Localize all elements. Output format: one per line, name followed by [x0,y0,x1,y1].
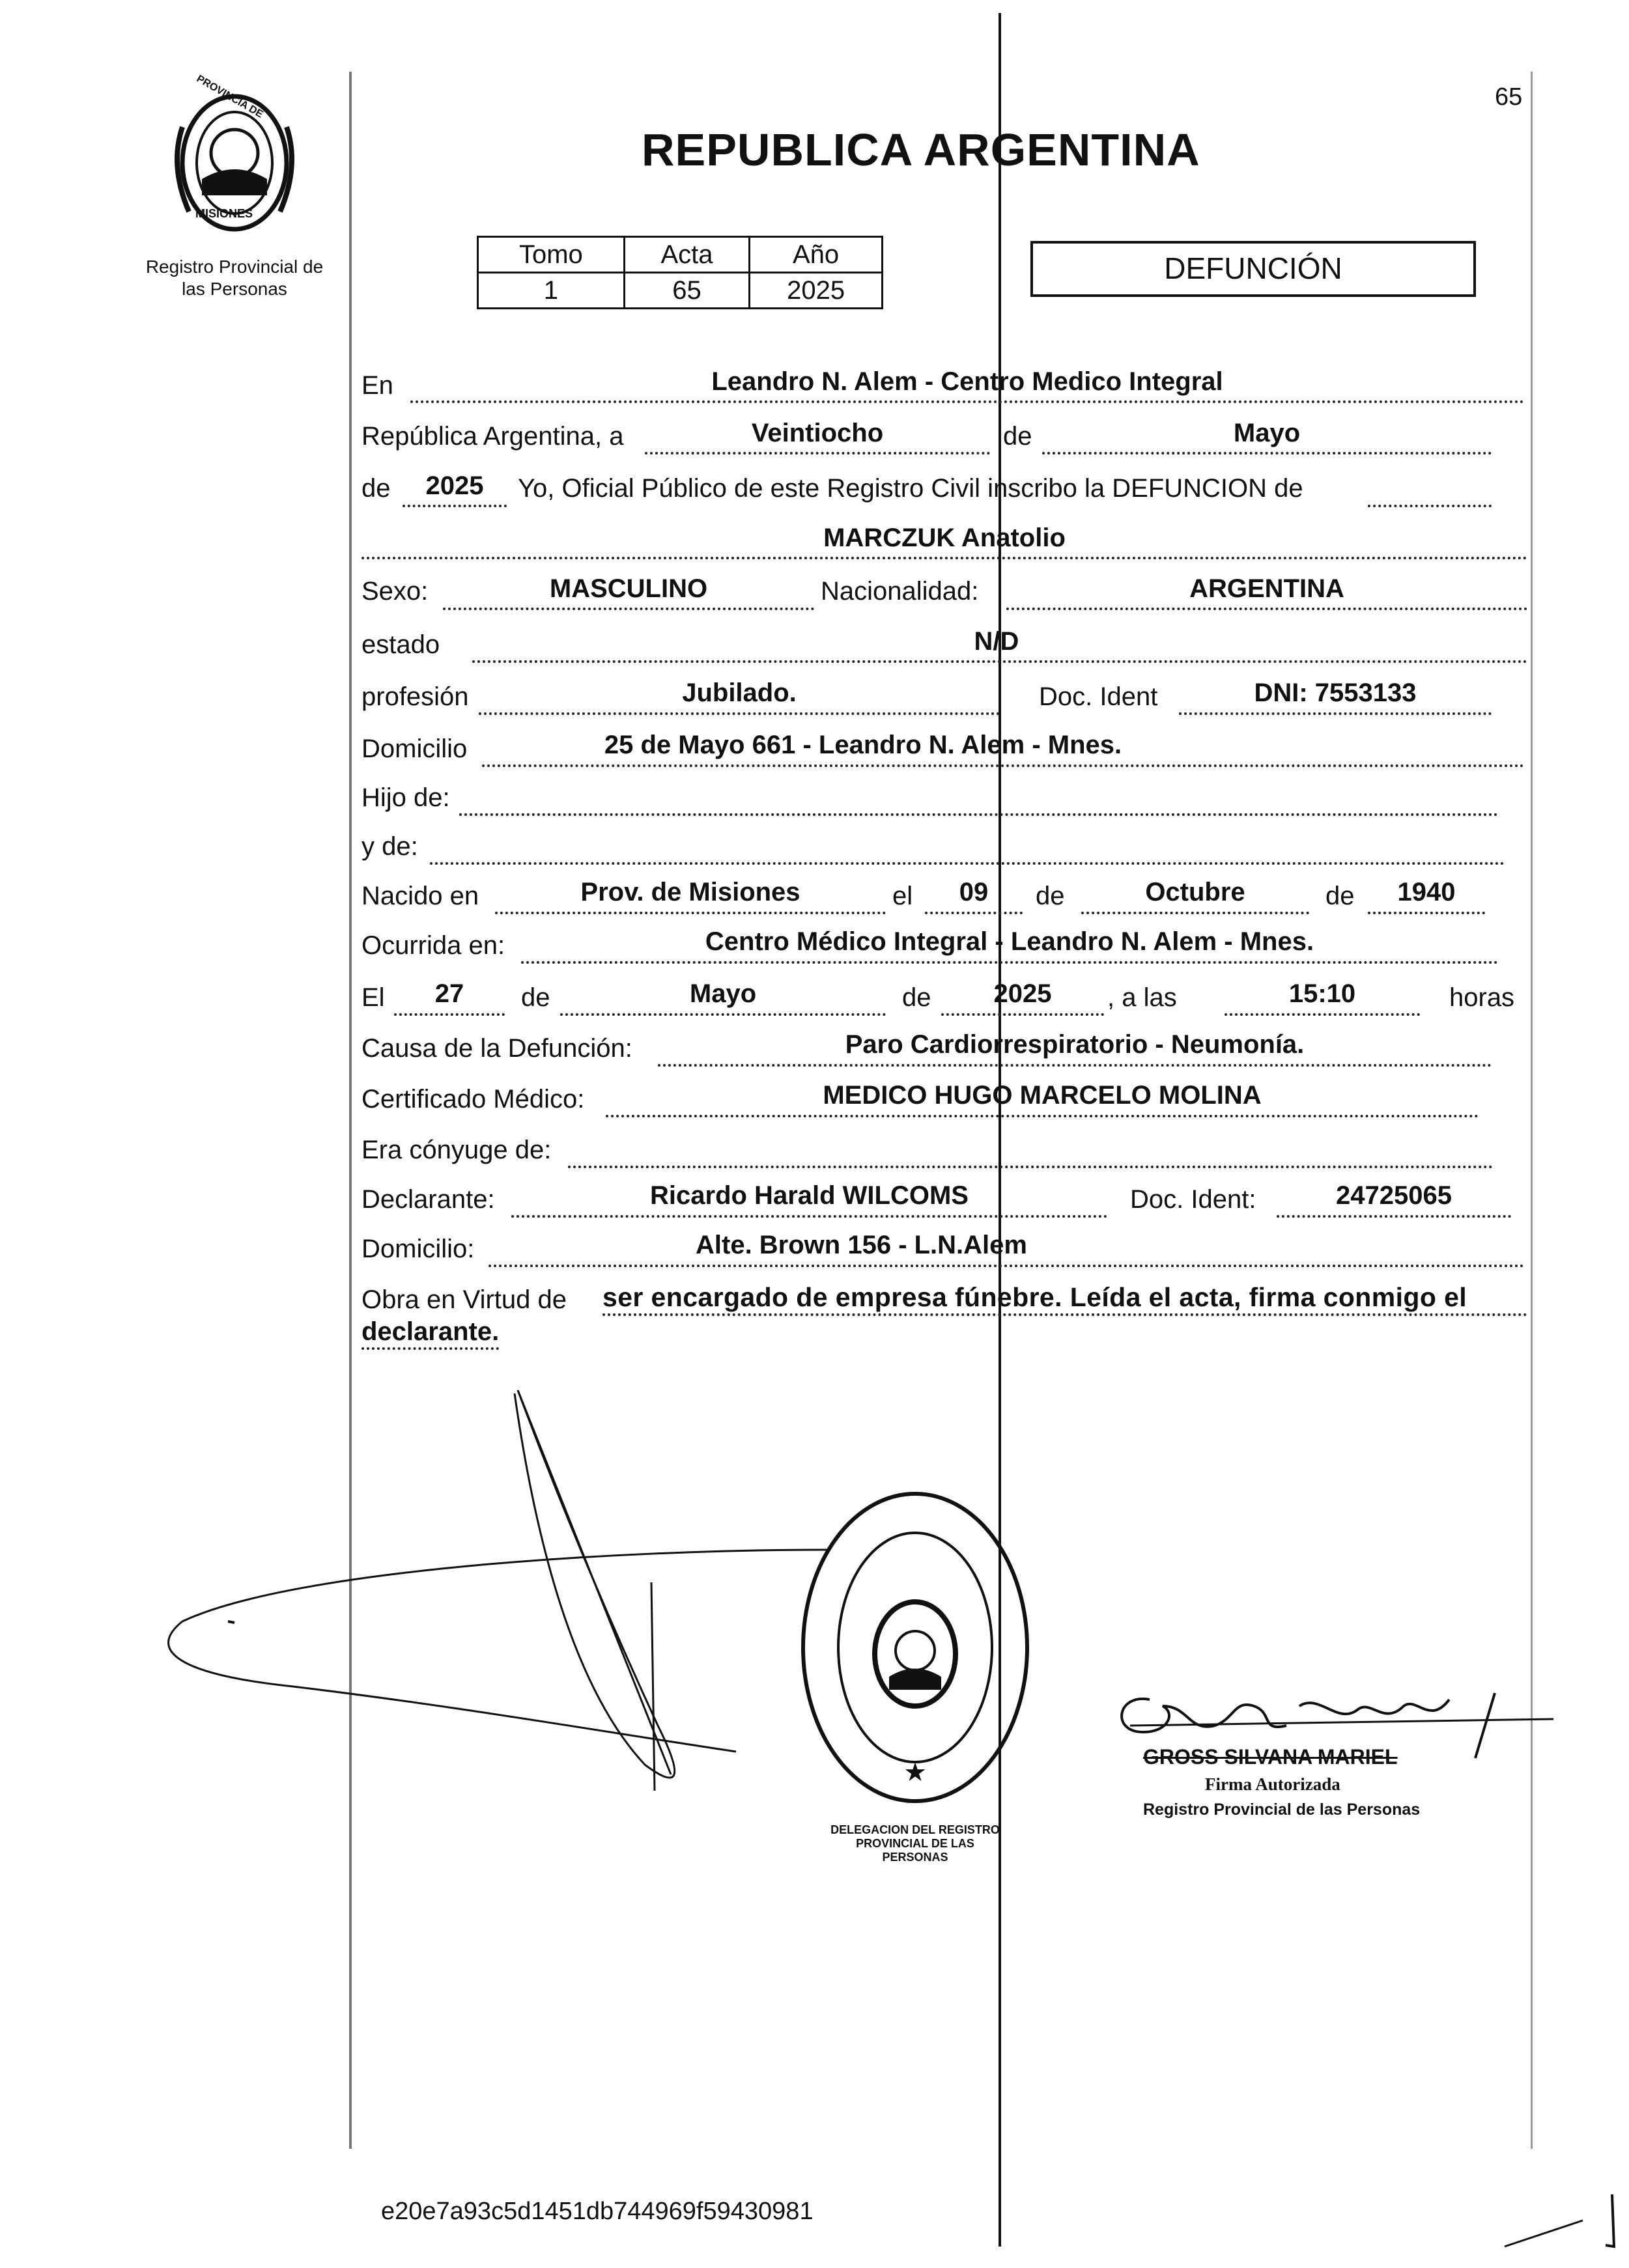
doc-type-box: DEFUNCIÓN [1030,241,1476,297]
logo-text-top: PROVINCIA DE [194,73,265,120]
death-de1: de [521,983,550,1012]
record-value-ano: 2025 [750,273,883,309]
doc2-label: Doc. Ident: [1130,1185,1256,1214]
el-label: el [892,882,913,910]
page-number: 65 [1495,83,1523,111]
domicilio-label: Domicilio [361,735,468,763]
month-line [1042,452,1492,455]
estado-label: estado [361,630,440,659]
conyuge-label: Era cónyuge de: [361,1136,552,1164]
ocurrida-line [521,961,1498,964]
sexo-value: MASCULINO [549,574,708,603]
right-margin-line [1531,72,1533,2149]
obra-value2: declarante. [361,1319,499,1350]
hijo-label: Hijo de: [361,783,450,812]
birth-month: Octubre [1145,878,1245,906]
birth-de1: de [1036,882,1065,910]
de-label: de [1003,422,1032,451]
year-prefix: de [361,474,391,503]
registry-line2: las Personas [182,278,287,299]
registry-line1: Registro Provincial de [145,257,324,277]
en-value: Leandro N. Alem - Centro Medico Integral [711,367,1223,396]
death-day: 27 [434,979,464,1008]
signer-role: Firma Autorizada [1205,1774,1340,1794]
record-value-acta: 65 [624,273,749,309]
death-year-line [941,1013,1104,1016]
death-time: 15:10 [1288,979,1356,1008]
doc2-line [1277,1215,1511,1218]
nacido-value: Prov. de Misiones [580,878,800,906]
estado-value: N/D [974,627,1019,656]
year-value: 2025 [425,471,484,500]
nacionalidad-value: ARGENTINA [1189,574,1344,603]
record-header-row [478,237,883,273]
name-line [361,557,1527,559]
estado-line [472,660,1527,663]
birth-month-line [1081,912,1309,914]
month-value: Mayo [1233,419,1301,447]
yde-line [430,862,1505,865]
profesion-label: profesión [361,682,469,711]
death-month-line [560,1013,886,1016]
hijo-line [459,813,1498,816]
nacionalidad-label: Nacionalidad: [821,577,979,606]
year-line [403,505,507,507]
corner-marks [1498,2181,1628,2260]
logo-text-bottom: MISIONES [195,207,253,220]
oficial-text: Yo, Oficial Público de este Registro Civil inscribo la DEFUNCION de [518,474,1303,503]
doc-label: Doc. Ident [1039,682,1158,711]
declarante-line [511,1215,1107,1218]
death-day-line [394,1013,505,1016]
record-value-row [478,273,883,309]
causa-label: Causa de la Defunción: [361,1034,632,1063]
doc2-value: 24725065 [1336,1181,1452,1210]
seal-text: DELEGACION DEL REGISTRO PROVINCIAL DE LAS PERSONAS [830,1823,1000,1864]
registry-caption [130,256,339,300]
certificado-value: MEDICO HUGO MARCELO MOLINA [823,1081,1262,1110]
el2-label: El [361,983,385,1012]
record-header-ano: Año [750,237,883,273]
birth-year-line [1368,912,1485,914]
death-year: 2025 [993,979,1052,1008]
day-line [645,452,990,455]
nacionalidad-line [1006,608,1527,610]
sexo-line [443,608,814,610]
birth-day: 09 [959,878,989,906]
name-value: MARCZUK Anatolio [823,524,1066,552]
record-table [477,236,883,309]
domicilio2-label: Domicilio: [361,1235,475,1263]
doc-value: DNI: 7553133 [1254,679,1417,707]
conyuge-line [568,1166,1493,1168]
birth-year: 1940 [1397,878,1456,906]
center-fold-line [999,13,1001,2247]
day-value: Veintiocho [751,419,884,447]
profesion-line [479,712,1000,715]
svg-text:★: ★ [903,1758,927,1787]
ocurrida-label: Ocurrida en: [361,931,505,960]
domicilio2-line [489,1265,1524,1267]
declarante-label: Declarante: [361,1185,495,1214]
yde-label: y de: [361,832,418,861]
nacido-line [495,912,886,914]
birth-de2: de [1325,882,1355,910]
doc-line [1179,712,1492,715]
record-header-acta: Acta [624,237,749,273]
alas-label: , a las [1107,983,1177,1012]
death-month: Mayo [689,979,757,1008]
official-seal [798,1488,1032,1807]
domicilio-line [482,764,1524,767]
signer-office: Registro Provincial de las Personas [1143,1800,1421,1819]
obra-label: Obra en Virtud de [361,1285,567,1314]
certificado-line [606,1115,1479,1117]
record-value-tomo: 1 [478,273,625,309]
profesion-value: Jubilado. [682,679,797,707]
domicilio2-value: Alte. Brown 156 - L.N.Alem [696,1231,1027,1259]
en-label: En [361,371,393,400]
certificado-label: Certificado Médico: [361,1085,585,1113]
domicilio-value: 25 de Mayo 661 - Leandro N. Alem - Mnes. [604,731,1122,759]
signer-name: GROSS SILVANA MARIEL [1143,1745,1398,1769]
death-time-line [1225,1013,1420,1016]
horas-label: horas [1449,983,1515,1012]
causa-line [658,1064,1492,1067]
republica-label: República Argentina, a [361,422,624,451]
sexo-label: Sexo: [361,577,429,606]
nacido-label: Nacido en [361,882,479,910]
ocurrida-value: Centro Médico Integral - Leandro N. Alem - Mnes. [705,927,1314,956]
record-header-tomo: Tomo [478,237,625,273]
obra-value1: ser encargado de empresa fúnebre. Leída el acta, firma conmigo el [602,1284,1527,1316]
birth-day-line [925,912,1023,914]
declarante-value: Ricardo Harald WILCOMS [650,1181,969,1210]
document-title: REPUBLICA ARGENTINA [642,124,1200,175]
en-line [410,400,1524,403]
oficial-line [1368,505,1492,507]
causa-value: Paro Cardiorrespiratorio - Neumonía. [845,1030,1305,1059]
death-de2: de [902,983,931,1012]
document-hash: e20e7a93c5d1451db744969f59430981 [381,2198,814,2225]
